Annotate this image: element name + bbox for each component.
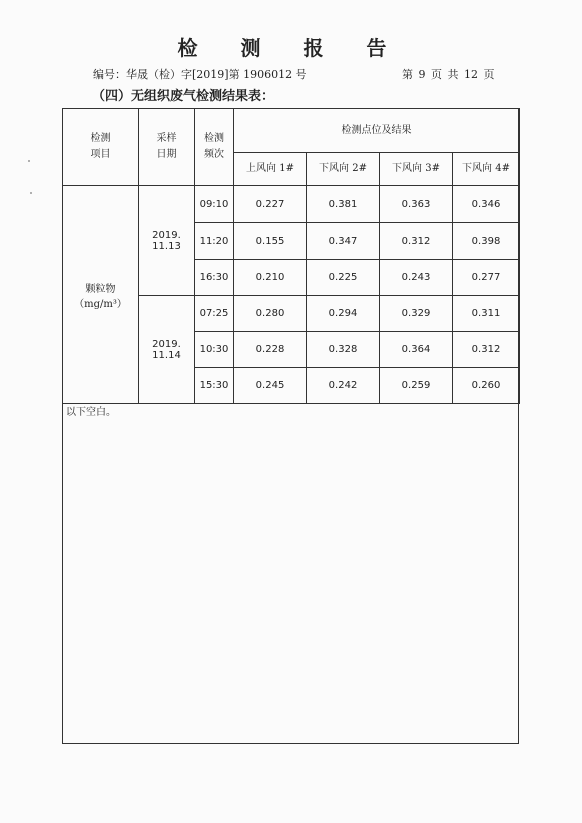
value-cell: 0.210 [234,260,307,296]
header-item [63,109,139,186]
value-cell: 0.364 [380,332,453,368]
value-cell: 0.228 [234,332,307,368]
page-indicator: 第 9 页 共 12 页 [402,68,495,81]
date-cell [139,296,195,404]
value-cell: 0.328 [307,332,380,368]
value-cell: 0.259 [380,368,453,404]
item-cell [63,186,139,404]
value-cell: 0.311 [453,296,520,332]
value-cell: 0.245 [234,368,307,404]
value-cell: 0.312 [453,332,520,368]
value-cell: 0.155 [234,223,307,260]
time-cell: 09:10 [195,186,234,223]
item-text: 颗粒物 （mg/m³） [74,283,127,310]
section-title: （四）无组织废气检测结果表： [92,89,275,104]
value-cell: 0.260 [453,368,520,404]
page-title: 检 测 报 告 [177,36,405,60]
value-cell: 0.312 [380,223,453,260]
value-cell: 0.227 [234,186,307,223]
time-cell: 10:30 [195,332,234,368]
date-text: 2019. 11.13 [152,229,181,252]
blank-below-note: 以下空白。 [66,407,116,418]
report-number: 编号：华晟（检）字[2019]第 1906012 号 [93,68,307,81]
time-cell: 16:30 [195,260,234,296]
table-row [63,186,520,223]
header-frequency [195,109,234,186]
scan-speck [28,160,30,162]
results-table [62,108,520,404]
header-item-text: 检测 项目 [90,133,111,160]
time-cell: 15:30 [195,368,234,404]
header-point-2: 下风向 2# [307,153,380,186]
date-cell [139,186,195,296]
header-date-text: 采样 日期 [156,133,177,160]
header-point-3: 下风向 3# [380,153,453,186]
value-cell: 0.363 [380,186,453,223]
scan-speck [30,192,32,194]
header-point-4: 下风向 4# [453,153,520,186]
value-cell: 0.329 [380,296,453,332]
value-cell: 0.398 [453,223,520,260]
time-cell: 11:20 [195,223,234,260]
value-cell: 0.346 [453,186,520,223]
value-cell: 0.225 [307,260,380,296]
header-frequency-text: 检测 频次 [204,133,224,160]
value-cell: 0.243 [380,260,453,296]
header-point-1: 上风向 1# [234,153,307,186]
header-date [139,109,195,186]
value-cell: 0.381 [307,186,380,223]
value-cell: 0.294 [307,296,380,332]
value-cell: 0.277 [453,260,520,296]
value-cell: 0.280 [234,296,307,332]
value-cell: 0.347 [307,223,380,260]
header-points: 检测点位及结果 [234,109,520,153]
value-cell: 0.242 [307,368,380,404]
time-cell: 07:25 [195,296,234,332]
date-text: 2019. 11.14 [152,338,181,361]
